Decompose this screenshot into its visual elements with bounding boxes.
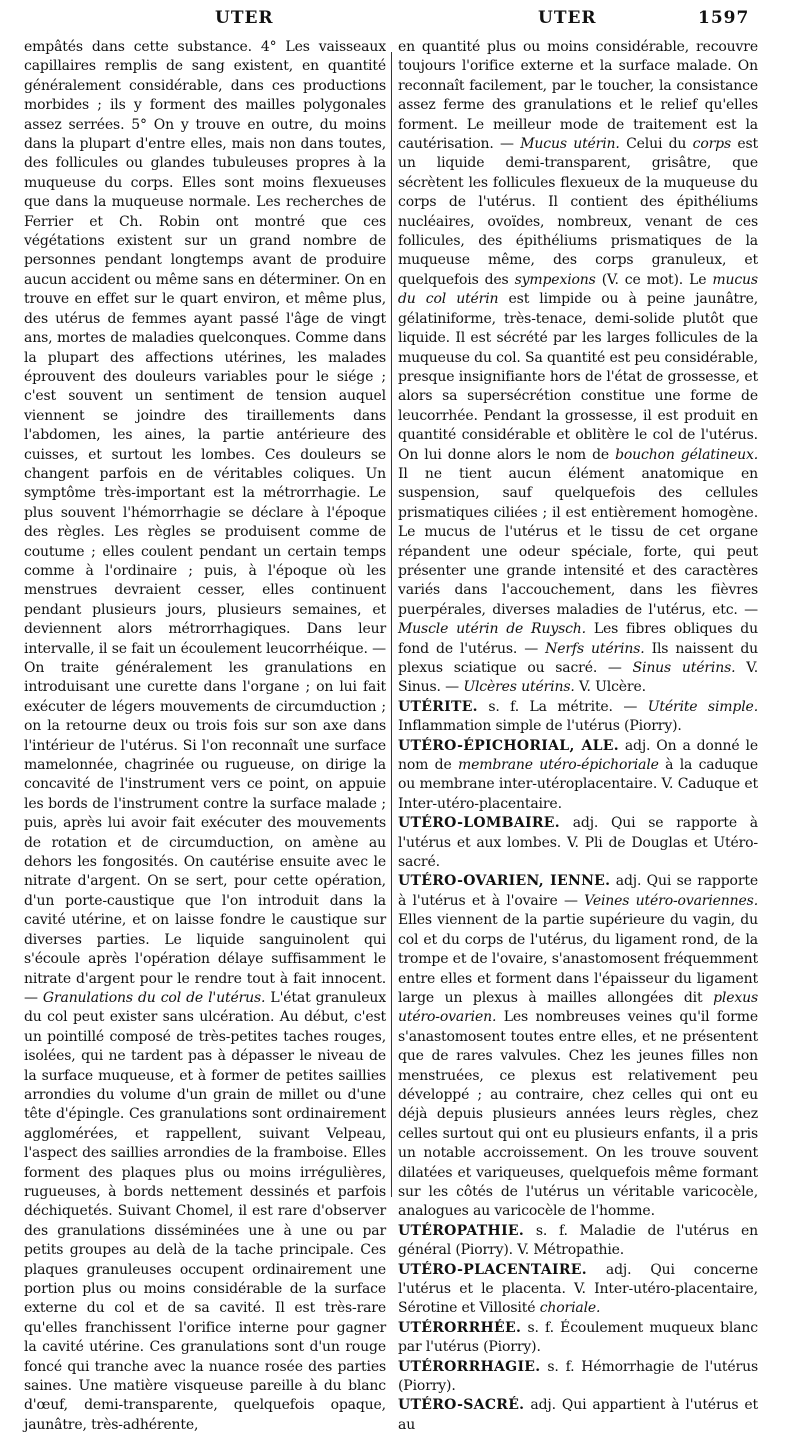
- entry-italic: Utérite simple.: [647, 698, 758, 715]
- right-italic: Sinus utérins.: [632, 660, 736, 676]
- column-rule: [391, 52, 392, 1197]
- entry-text: Les nombreuses veines qu'il forme s'anastomosent toutes entre elles, et ne présentent que de rares valvules. Chez les jeunes filles non menstruées, ce plexus est relativement peu développé ; au contraire, chez celles qui ont eu déjà depuis plusieurs années leurs règles, chez celles surtout qui ont eu plusieurs enfants, il a pris un notable accroissement. On les trouve souvent dilatées et variqueuses, quelquefois même formant sur les côtés de l'utérus un véritable varicocèle, analogues au varicocèle de l'homme.: [398, 1009, 758, 1220]
- entry-headword: UTÉRORRHÉE.: [398, 1319, 522, 1336]
- entry-headword: UTÉRO-ÉPICHORIAL, ALE.: [398, 737, 619, 754]
- left-column: [24, 38, 386, 1435]
- right-text: Ils naissent du plexus sciatique ou sacré. —: [398, 640, 758, 676]
- running-head-right: UTER: [538, 8, 597, 28]
- entry-text: s. f. Écoulement muqueux blanc par l'utérus (Piorry).: [398, 1319, 758, 1356]
- right-italic: bouchon gélatineux.: [615, 446, 758, 463]
- entry-text: adj. Qui se rapporte à l'utérus et aux lombes. V. Pli de Douglas et Utéro-sacré.: [398, 815, 758, 871]
- right-text: V. Ulcère.: [579, 679, 646, 696]
- entry-text: s. f. Hémorrhagie de l'utérus (Piorry).: [398, 1358, 758, 1395]
- entry-headword: UTÉRO-LOMBAIRE.: [398, 815, 560, 832]
- right-italic: corps: [692, 136, 731, 153]
- right-text: est limpide ou à peine jaunâtre, gélatiniforme, très-tenace, demi-solide plutôt que liquide. Il est sécrété par les larges follicules de la muqueuse du col. Sa quantité est peu considérable, presque insignifiante hors de l'état de grossesse, et alors sa supersécrétion constitue une forme de leucorrhée. Pendant la grossesse, il est produit en quantité considérable et oblitère le col de l'utérus. On lui donne alors le nom de: [398, 291, 759, 463]
- right-text: en quantité plus ou moins considérable, recouvre toujours l'orifice externe et la surface malade. On reconnaît facilement, par le toucher, la consistance assez ferme des granulations et le relief qu'elles forment. Le meilleur mode de traitement est la cautérisation. —: [398, 39, 758, 153]
- entry-text: Inflammation simple de l'utérus (Piorry).: [398, 718, 682, 735]
- left-text-1: empâtés dans cette substance. 4° Les vaisseaux capillaires remplis de sang existent, en quantité généralement considérable, dans ces productions morbides ; ils y forment des mailles polygonales assez serrées. 5° On y trouve en outre, du moins dans la plupart d'entre elles, mais non dans toutes, des follicules ou glandes tubuleuses propres à la muqueuse du corps. Elles sont moins flexueuses que dans la muqueuse normale. Les recherches de Ferrier et Ch. Robin ont montré que ces végétations existent sur un grand nombre de personnes pendant longtemps avant de produire aucun accident ou même sans en déterminer. On en trouve en effet sur le quart environ, et même plus, des utérus de femmes ayant passé l'âge de vingt ans, mortes de maladies quelconques. Comme dans la plupart des affections utérines, les malades éprouvent des douleurs variables pour le siége ; c'est souvent un sentiment de tension auquel viennent se joindre des tiraillements dans l'abdomen, les aines, la partie antérieure des cuisses, et surtout les lombes. Ces douleurs se changent parfois en de véritables coliques. Un symptôme très-important est la métrorrhagie. Le plus souvent l'hémorrhagie se déclare à l'époque des règles. Les règles se produisent comme de coutume ; elles coulent pendant un certain temps comme à l'ordinaire ; puis, à l'époque où les menstrues devraient cesser, elles continuent pendant plusieurs jours, plusieurs semaines, et deviennent alors métrorrhagiques. Dans leur intervalle, il se fait un écoulement leucorrhéique. — On traite généralement les granulations en introduisant une curette dans l'organe ; on lui fait exécuter de légers mouvements de circumduction ; on la retourne deux ou trois fois sur son axe dans l'intérieur de l'utérus. Si l'on reconnaît une surface mamelonnée, chagrinée ou rugueuse, on dirige la concavité de l'instrument vers ce point, on appuie les bords de l'instrument contre la surface malade ; puis, après lui avoir fait exécuter des mouvements de rotation et de circumduction, on amène au dehors les fongosités. On cautérise ensuite avec le nitrate d'argent. On se sert, pour cette opération, d'un porte-caustique que l'on introduit dans la cavité utérine, et on laisse fondre le caustique sur diverses parties. Le liquide sanguinolent qui s'écoule après l'opération délaye suffisamment le nitrate d'argent pour le rendre tout à fait innocent. —: [24, 39, 386, 1006]
- dictionary-entry: [398, 1261, 758, 1319]
- dictionary-entry: [398, 698, 758, 737]
- right-text: (V. ce mot). Le: [601, 271, 707, 288]
- entry-text: adj. Qui concerne l'utérus et le placenta. V. Inter-utéro-placentaire, Sérotine et Villosité: [398, 1261, 758, 1317]
- entry-headword: UTÉRORRHAGIE.: [398, 1358, 541, 1375]
- left-italic-granulations-col: Granulations du col de l'utérus.: [42, 989, 266, 1006]
- dictionary-entry: [398, 814, 758, 872]
- dictionary-entry: [398, 1319, 758, 1358]
- entry-text: s. f. Maladie de l'utérus en général (Piorry). V. Métropathie.: [398, 1222, 758, 1259]
- right-italic: Mucus utérin.: [520, 136, 620, 153]
- right-column: [398, 38, 758, 1435]
- left-text-2: L'état granuleux du col peut exister sans ulcération. Au début, c'est un pointillé composé de très-petites taches rouges, isolées, qui ne tardent pas à dépasser le niveau de la surface muqueuse, et à former de petites saillies arrondies du volume d'un grain de millet ou d'une tête d'épingle. Ces granulations sont ordinairement agglomérées, et rappellent, suivant Velpeau, l'aspect des saillies arrondies de la framboise. Elles forment des plaques plus ou moins irrégulières, rugueuses, à bords nettement dessinés et parfois déchiquetés. Suivant Chomel, il est rare d'observer des granulations disséminées une à une ou par petits groupes au delà de la tache principale. Ces plaques granuleuses occupent ordinairement une portion plus ou moins considérable de la surface externe du col et de sa cavité. Il est très-rare qu'elles franchissent l'orifice interne pour gagner la cavité utérine. Ces granulations sont d'un rouge foncé qui tranche avec la nuance rosée des parties saines. Une matière visqueuse pareille à du blanc d'œuf, demi-transparente, quelquefois opaque, jaunâtre, très-adhérente,: [24, 989, 386, 1433]
- right-text: V. Sinus. —: [398, 660, 759, 696]
- right-italic: Nerfs utérins.: [545, 640, 645, 657]
- entry-text: à la caduque ou membrane inter-utéroplacentaire. V. Caduque et Inter-utéro-placentaire.: [398, 757, 758, 812]
- entry-headword: UTÉRO-PLACENTAIRE.: [398, 1261, 587, 1278]
- entry-headword: UTÉRITE.: [398, 698, 478, 715]
- dictionary-entry: [398, 872, 758, 1221]
- entry-headword: UTÉROPATHIE.: [398, 1222, 525, 1239]
- dictionary-entry: [398, 1358, 758, 1397]
- dictionary-entry: [398, 737, 758, 815]
- right-text: Il ne tient aucun élément anatomique en suspension, sauf quelquefois des cellules prismatiques ciliées ; il est entièrement homogène. Le mucus de l'utérus et le tissu de cet organe répandent une odeur spéciale, forte, qui peut présenter une grande intensité et des caractères variés dans l'accouchement, dans les fièvres puerpérales, diverses maladies de l'utérus, etc. —: [398, 465, 758, 618]
- right-text: est un liquide demi-transparent, grisâtre, que sécrètent les follicules flexueux de la muqueuse du corps de l'utérus. Il contient des épithéliums nucléaires, ovoïdes, nombreux, venant de ces follicules, des épithéliums prismatiques de la muqueuse même, des corps granuleux, et quelquefois des: [398, 136, 758, 288]
- right-italic: Ulcères utérins.: [463, 679, 575, 696]
- right-text: Les fibres obliques du fond de l'utérus. —: [398, 621, 758, 657]
- entry-italic: choriale.: [539, 1300, 601, 1317]
- entry-italic: Veines utéro-ovariennes.: [584, 892, 758, 909]
- entry-italic: plexus utéro-ovarien.: [398, 989, 758, 1026]
- entry-text: adj. Qui se rapporte à l'utérus et à l'ovaire —: [398, 873, 758, 909]
- running-head-left: UTER: [215, 8, 274, 28]
- left-paragraph: [24, 38, 386, 1435]
- right-text: Celui du: [626, 136, 687, 153]
- right-italic: Muscle utérin de Ruysch.: [398, 621, 586, 638]
- entry-text: s. f. La métrite. —: [488, 698, 638, 715]
- entry-text: adj. On a donné le nom de: [398, 737, 758, 774]
- entry-headword: UTÉRO-SACRÉ.: [398, 1397, 525, 1414]
- dictionary-entry: [398, 1222, 758, 1261]
- right-italic: sympexions: [514, 271, 596, 288]
- entry-headword: UTÉRO-OVARIEN, IENNE.: [398, 873, 611, 890]
- entry-italic: membrane utéro-épichoriale: [457, 757, 659, 774]
- entry-text: adj. Qui appartient à l'utérus et au: [398, 1397, 758, 1433]
- right-italic: mucus du col utérin: [398, 271, 758, 308]
- right-paragraph-continued: [398, 38, 758, 698]
- dictionary-entry: [398, 1396, 758, 1435]
- entry-text: Elles viennent de la partie supérieure du vagin, du col et du corps de l'utérus, du ligament rond, de la trompe et de l'ovaire, s'anastomosent fréquemment entre elles et forment dans l'épaisseur du ligament large un plexus à mailles allongées dit: [398, 912, 758, 1006]
- page-number: 1597: [698, 8, 750, 28]
